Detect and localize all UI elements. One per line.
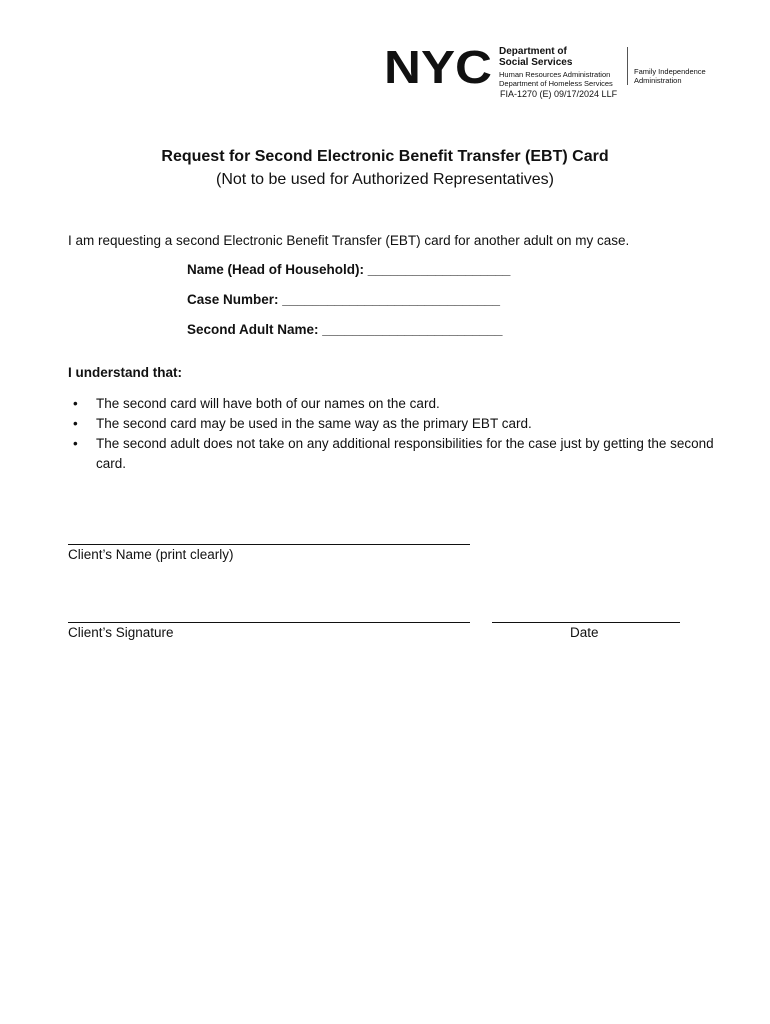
bullet-text: The second card may be used in the same way as the primary EBT card.	[96, 416, 532, 431]
client-signature-label: Client’s Signature	[68, 625, 174, 640]
field-head-of-household[interactable]: Name (Head of Household): ___________________	[187, 262, 511, 277]
page-subtitle: (Not to be used for Authorized Representatives)	[216, 171, 554, 188]
form-code: FIA-1270 (E) 09/17/2024 LLF	[500, 89, 618, 99]
fia-line2: Administration	[634, 76, 682, 85]
list-item	[68, 394, 728, 414]
nyc-logo-mark	[384, 46, 494, 86]
understand-heading: I understand that:	[68, 365, 182, 380]
list-item	[68, 414, 728, 434]
bullet-list	[68, 394, 728, 474]
bullet-icon: •	[73, 436, 78, 451]
field-second-adult-name[interactable]: Second Adult Name: ________________________	[187, 322, 503, 337]
list-item	[68, 434, 728, 474]
bullet-icon: •	[73, 416, 78, 431]
dept-sub-line1: Human Resources Administration	[499, 70, 611, 79]
bullet-text: The second card will have both of our names on the card.	[96, 396, 440, 411]
client-name-line[interactable]	[68, 544, 470, 545]
dept-sub-line2: Department of Homeless Services	[499, 79, 613, 88]
header-divider	[627, 47, 628, 85]
client-signature-line[interactable]	[68, 622, 470, 623]
intro-text: I am requesting a second Electronic Benefit Transfer (EBT) card for another adult on my case.	[68, 233, 630, 248]
svg-text:NYC: NYC	[384, 46, 492, 86]
bullet-text: The second adult does not take on any additional responsibilities for the case just by getting the second card.	[96, 436, 714, 471]
fia-block	[634, 67, 744, 85]
page-title: Request for Second Electronic Benefit Transfer (EBT) Card	[161, 148, 609, 165]
dept-title-line2: Social Services	[499, 57, 573, 68]
date-label: Date	[570, 625, 599, 640]
dept-title-line1: Department of	[499, 46, 567, 57]
fia-line1: Family Independence	[634, 67, 706, 76]
nyc-logo	[384, 46, 494, 86]
bullet-icon: •	[73, 396, 78, 411]
date-line[interactable]	[492, 622, 680, 623]
field-case-number[interactable]: Case Number: _____________________________	[187, 292, 501, 307]
client-name-label: Client’s Name (print clearly)	[68, 547, 234, 562]
department-block	[499, 46, 629, 88]
